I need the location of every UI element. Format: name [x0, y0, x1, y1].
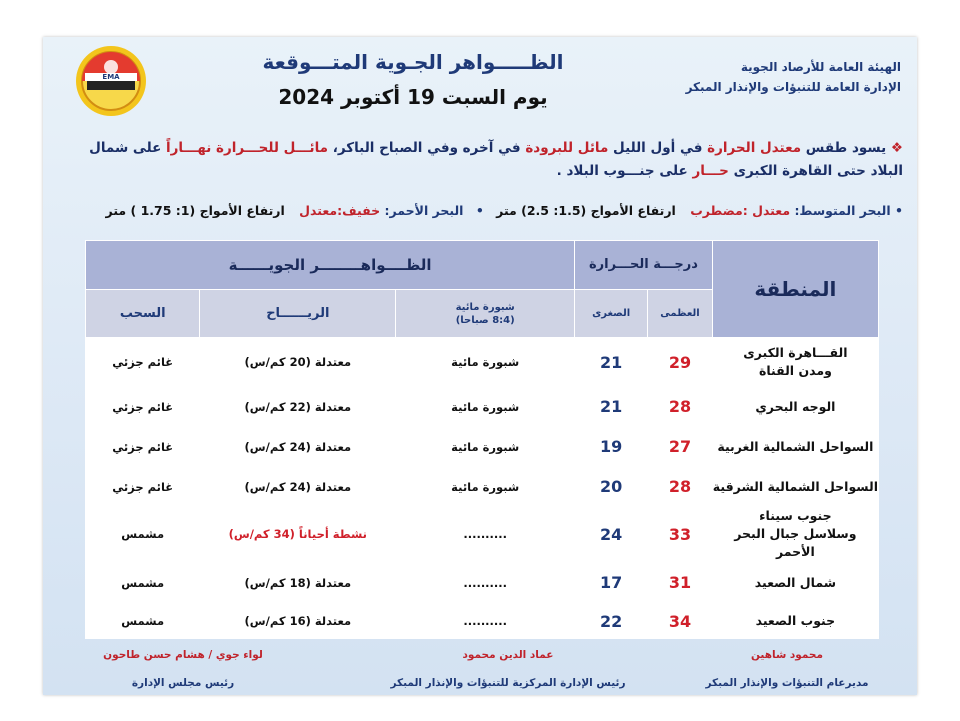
signatory-role: رئيس مجلس الإدارة	[131, 677, 235, 689]
max-temp: 33	[648, 507, 713, 562]
region-name-line: الوجه البحري	[755, 398, 836, 414]
fog-value: شبورة مائية	[396, 467, 575, 507]
fog-value: ..........	[396, 507, 575, 562]
wind-value: نشطة أحياناً (34 كم/س)	[200, 507, 396, 562]
wind-value: معتدلة (20 كم/س)	[200, 338, 396, 387]
med-sea-waves: ارتفاع الأمواج (1.5: 2.5) متر	[496, 203, 676, 218]
bullet-icon: •	[895, 203, 903, 218]
table-row	[86, 562, 879, 604]
min-temp: 21	[575, 387, 648, 427]
region-name	[712, 562, 878, 604]
wind-value: معتدلة (24 كم/س)	[200, 467, 396, 507]
region-name-line: شمال الصعيد	[754, 574, 837, 590]
summary-text: على شمال البلاد حتى القاهرة الكبرى	[89, 140, 903, 179]
summary-text: يسود طقس	[801, 140, 887, 156]
cloud-value: غائم جزئي	[86, 427, 200, 467]
table-row	[86, 507, 879, 562]
min-temp: 19	[575, 427, 648, 467]
summary-text: في آخره وفي الصباح الباكر،	[328, 140, 526, 156]
summary-text: في أول الليل	[608, 140, 708, 156]
signature-forecast-director	[687, 649, 887, 689]
wind-value: معتدلة (22 كم/س)	[200, 387, 396, 427]
table-row	[86, 387, 879, 427]
red-sea-waves: ارتفاع الأمواج (1: 1.75 ) متر	[105, 203, 285, 218]
temperature-header: درجـــة الحـــرارة	[575, 241, 713, 290]
bullet-icon: •	[475, 203, 484, 218]
red-sea-label: البحر الأحمر:	[384, 203, 464, 218]
cloud-value: غائم جزئي	[86, 467, 200, 507]
region-name-line: جنوب الصعيد	[755, 613, 836, 628]
max-temp: 28	[648, 387, 713, 427]
signature-central-director	[363, 649, 653, 689]
fog-value: ..........	[396, 562, 575, 604]
max-temp: 29	[648, 338, 713, 387]
cloud-value: مشمس	[86, 507, 200, 562]
cloud-value: غائم جزئي	[86, 387, 200, 427]
fog-value: ..........	[396, 604, 575, 639]
fog-header-label: شبورة مائية	[455, 301, 515, 313]
forecast-date: يوم السبت 19 أكتوبر 2024	[278, 85, 548, 109]
cloud-value: مشمس	[86, 562, 200, 604]
region-name-line: السواحل الشمالية الشرقية	[712, 478, 878, 494]
signatory-role: رئيس الإدارة المركزية للتنبؤات والإنذار المبكر	[390, 677, 626, 689]
weather-summary	[53, 137, 903, 183]
signatory-name: محمود شاهين	[750, 649, 824, 661]
agency-name: الهيئة العامة للأرصاد الجوية	[740, 60, 901, 74]
region-name-line: ومدن القناة	[758, 363, 832, 378]
wind-value: معتدلة (16 كم/س)	[200, 604, 396, 639]
region-name	[712, 338, 878, 387]
region-header: المنطقة	[712, 241, 878, 338]
region-name	[712, 507, 878, 562]
min-temp: 17	[575, 562, 648, 604]
min-temp: 22	[575, 604, 648, 639]
red-sea-state: خفيف:معتدل	[299, 203, 385, 218]
summary-highlight: معتدل الحرارة	[707, 140, 802, 156]
min-temp: 24	[575, 507, 648, 562]
region-name-line: السواحل الشمالية الغربية	[717, 438, 874, 454]
region-name-line: وسلاسل جبال البحر الأحمر	[734, 526, 857, 559]
sea-state-line	[53, 203, 903, 218]
min-temp-header: الصغرى	[575, 290, 648, 338]
fog-header-time: (8:4 صباحا)	[455, 314, 515, 326]
forecast-table	[85, 240, 879, 639]
region-name	[712, 604, 878, 639]
max-temp: 31	[648, 562, 713, 604]
logo-text: EMA	[102, 73, 120, 81]
fog-value: شبورة مائية	[396, 338, 575, 387]
agency-block	[641, 57, 901, 97]
wind-value: معتدلة (24 كم/س)	[200, 427, 396, 467]
agency-department: الإدارة العامة للتنبؤات والإنذار المبكر	[685, 80, 901, 94]
ema-logo	[73, 43, 149, 119]
fog-value: شبورة مائية	[396, 427, 575, 467]
cloud-value: غائم جزئي	[86, 338, 200, 387]
min-temp: 21	[575, 338, 648, 387]
region-name-line: القـــاهرة الكبرى	[743, 345, 848, 360]
signatory-name: لواء جوي / هشام حسن طاحون	[103, 649, 263, 661]
page-title: الظـــــواهر الجـوية المتـــوقعة	[262, 50, 564, 74]
table-row	[86, 604, 879, 639]
max-temp: 28	[648, 467, 713, 507]
max-temp-header: العظمى	[648, 290, 713, 338]
signatory-role: مديرعام التنبؤات والإنذار المبكر	[705, 677, 869, 689]
summary-text: على جنـــوب البلاد .	[556, 163, 693, 179]
min-temp: 20	[575, 467, 648, 507]
diamond-bullet-icon: ❖	[890, 140, 903, 156]
wind-value: معتدلة (18 كم/س)	[200, 562, 396, 604]
signatory-name: عماد الدين محمود	[462, 649, 554, 661]
region-name	[712, 467, 878, 507]
phenomena-header: الظــــواهــــــــر الجويــــــة	[86, 241, 575, 290]
max-temp: 27	[648, 427, 713, 467]
summary-highlight: مائـــل للحـــرارة نهـــاراً	[166, 140, 329, 156]
table-row	[86, 467, 879, 507]
table-row	[86, 338, 879, 387]
med-sea-state: معتدل :مضطرب	[690, 203, 795, 218]
summary-highlight: مائل للبرودة	[525, 140, 609, 156]
max-temp: 34	[648, 604, 713, 639]
table-row	[86, 427, 879, 467]
summary-highlight: حـــار	[692, 163, 729, 179]
region-name-line: جنوب سيناء	[759, 508, 832, 523]
cloud-value: مشمس	[86, 604, 200, 639]
fog-value: شبورة مائية	[396, 387, 575, 427]
fog-header	[396, 290, 575, 338]
region-name	[712, 387, 878, 427]
med-sea-label: البحر المتوسط:	[794, 203, 891, 218]
cloud-header: السحب	[86, 290, 200, 338]
signature-chairman	[83, 649, 283, 689]
forecast-sheet	[43, 37, 917, 695]
region-name	[712, 427, 878, 467]
wind-header: الريــــــاح	[200, 290, 396, 338]
